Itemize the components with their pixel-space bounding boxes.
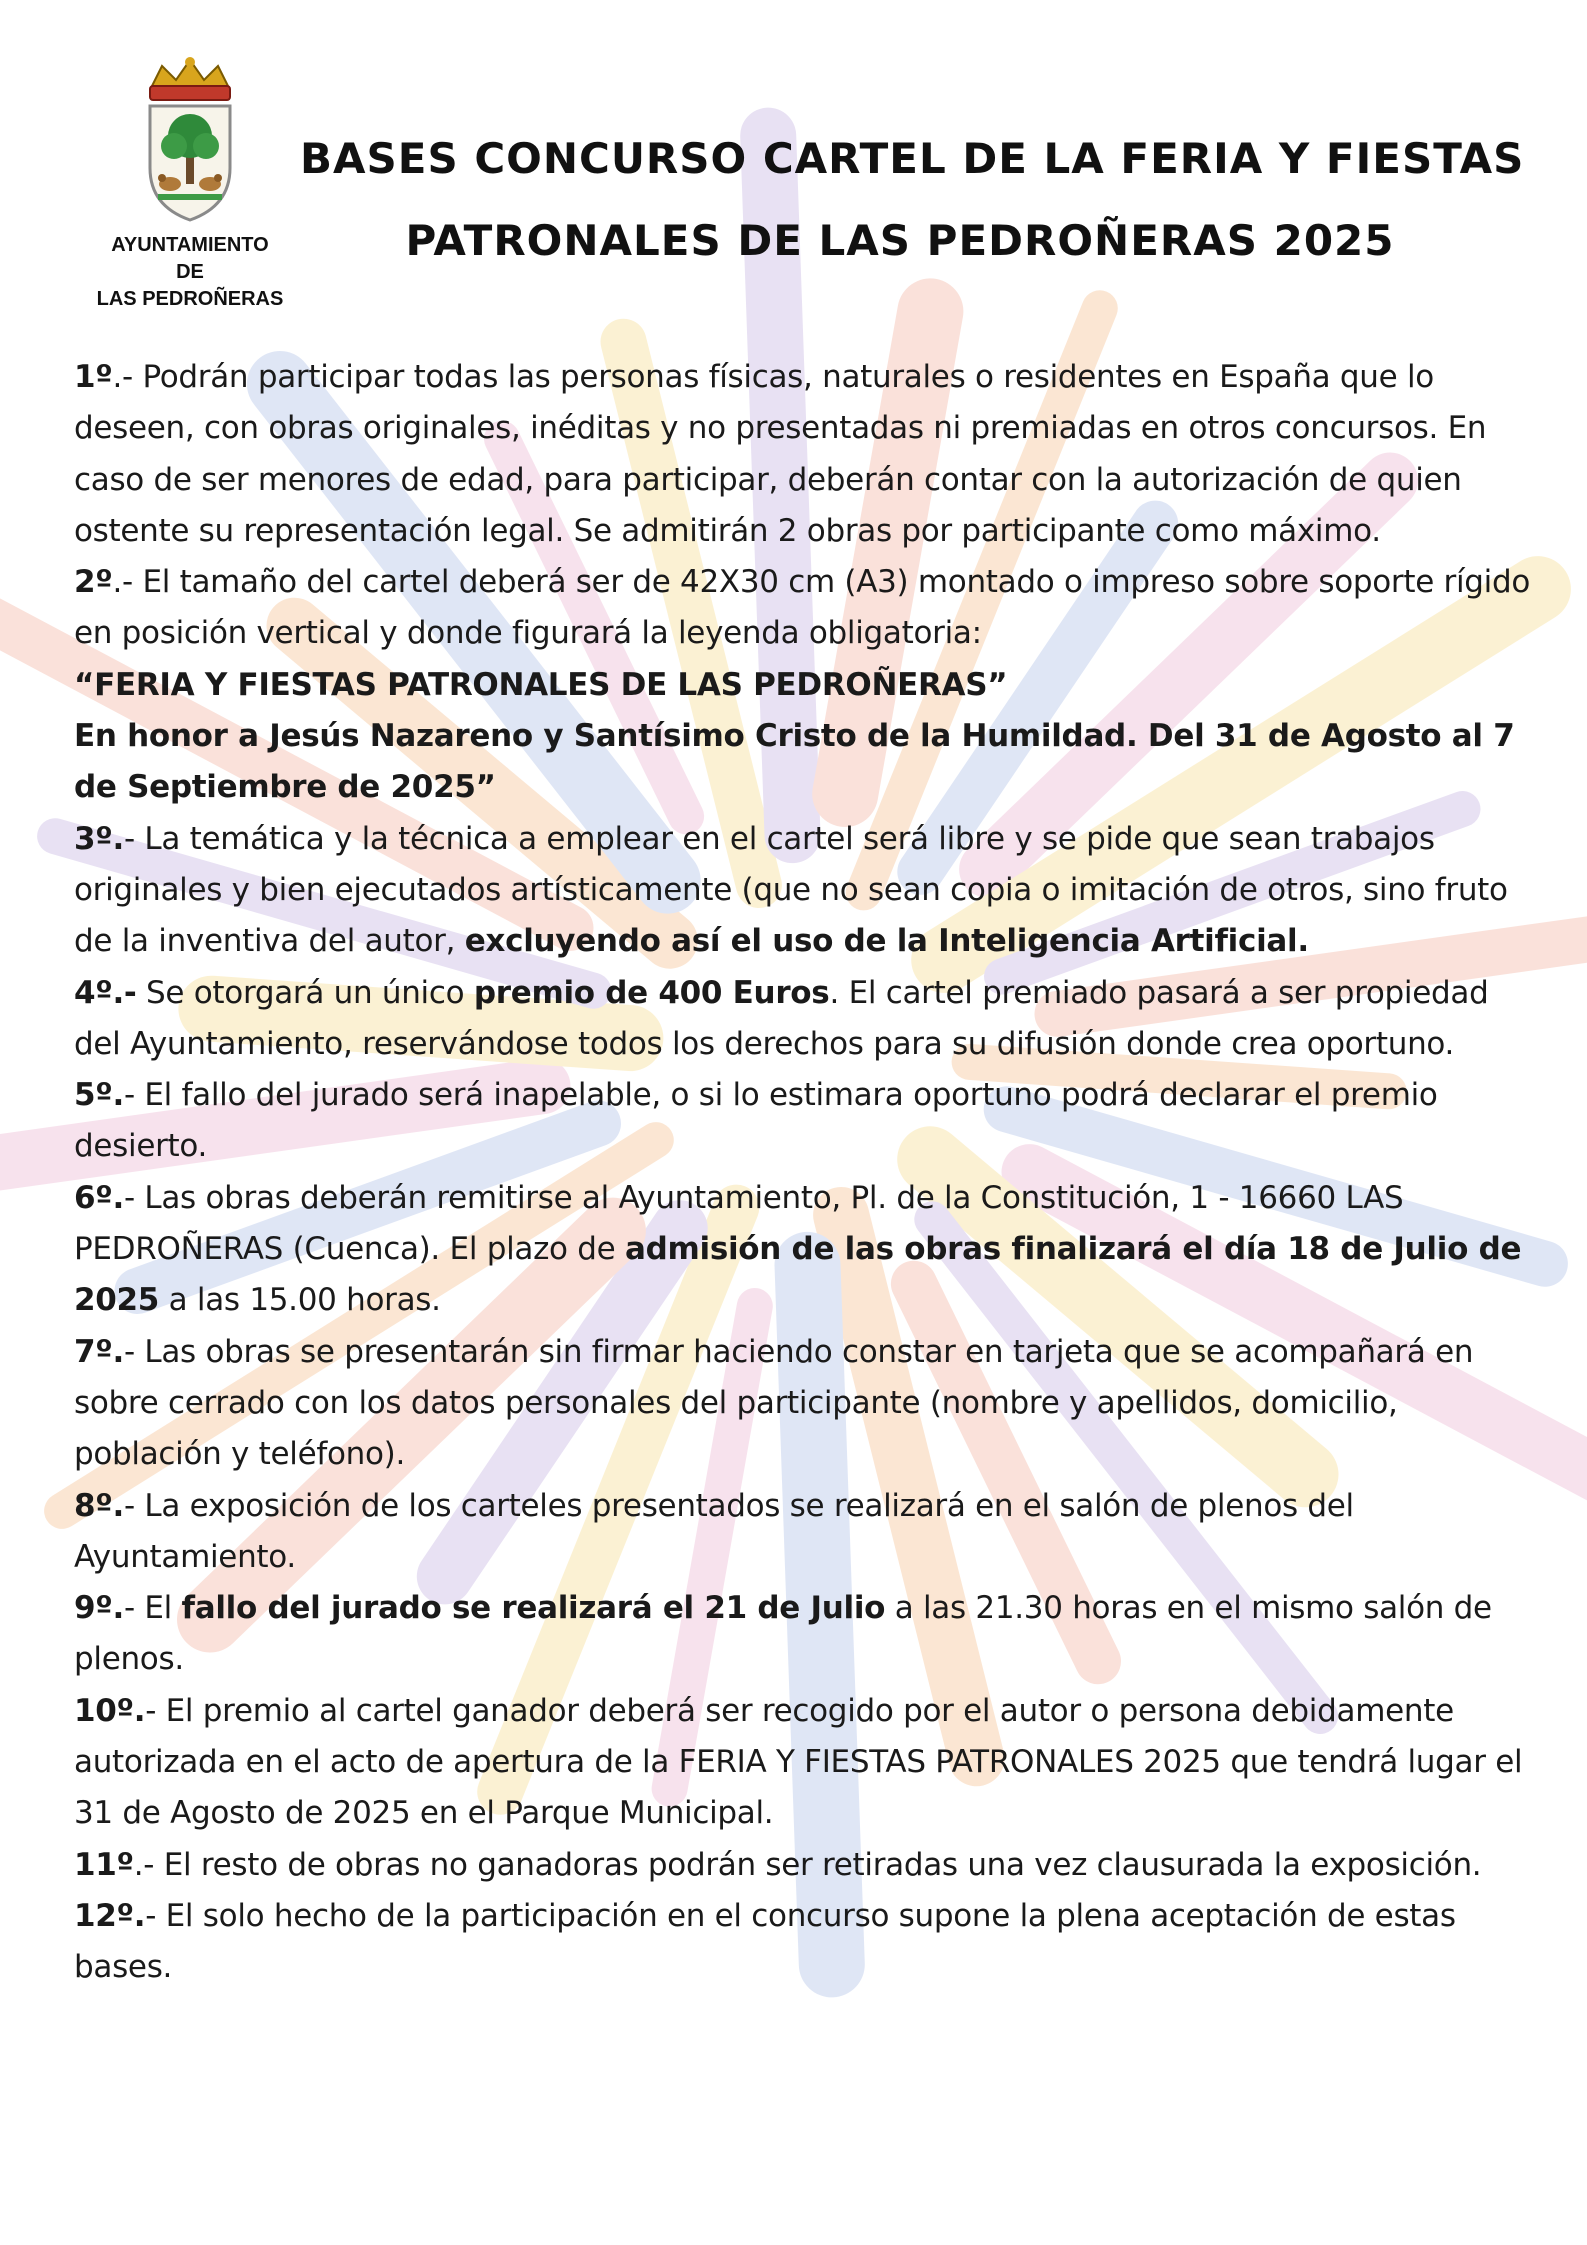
clause-10: [74, 1686, 1544, 1840]
municipal-logo: [70, 56, 310, 316]
clause-8: [74, 1481, 1544, 1584]
deadline: admisión de las obras finalizará el día 18 de Julio de 2025: [74, 1231, 1522, 1319]
clause-9: [74, 1583, 1544, 1686]
clause-text: - La temática y la técnica a emplear en el cartel será libre y se pide que sean trabajos originales y bien ejecutados artísticamente (que no sean copia o imitación de otros, sino fruto de la inventiva del autor,: [74, 820, 1508, 960]
mandatory-slogan-line-1: “FERIA Y FIESTAS PATRONALES DE LAS PEDROÑERAS”: [74, 666, 1008, 703]
clause-number: 8º.: [74, 1487, 124, 1524]
clause-12: [74, 1891, 1544, 1994]
clause-number: 11º: [74, 1846, 134, 1883]
title-line: PATRONALES DE LAS PEDROÑERAS 2025: [405, 216, 1395, 265]
jury-date: fallo del jurado se realizará el 21 de Julio: [181, 1590, 886, 1627]
clause-7: [74, 1327, 1544, 1481]
mandatory-slogan-line-2: En honor a Jesús Nazareno y Santísimo Cristo de la Humildad. Del 31 de Agosto al 7 de Septiembre de 2025”: [74, 718, 1515, 806]
clause-text: - El premio al cartel ganador deberá ser recogido por el autor o persona debidamente autorizada en el acto de apertura de la FERIA Y FIESTAS PATRONALES 2025 que tendrá lugar el 31 de Agosto de 2025 en el Parque Municipal.: [74, 1692, 1523, 1832]
coat-of-arms-icon: [134, 56, 246, 226]
contest-rules: [74, 352, 1544, 1994]
clause-text: - Las obras deberán remitirse al Ayuntamiento, Pl. de la Constitución, 1 - 16660 LAS PEDROÑERAS (Cuenca). El plazo de: [74, 1179, 1404, 1268]
clause-emphasis: excluyendo así el uso de la Inteligencia Artificial.: [464, 923, 1309, 960]
clause-text: - El solo hecho de la participación en el concurso supone la plena aceptación de estas bases.: [74, 1897, 1456, 1986]
clause-number: 1º: [74, 359, 113, 395]
header: [0, 0, 1587, 330]
clause-5: [74, 1070, 1544, 1173]
clause-text: a las 15.00 horas.: [159, 1282, 441, 1319]
clause-number: 9º.: [74, 1590, 124, 1627]
clause-text: Se otorgará un único: [136, 974, 474, 1011]
logo-line: DE: [176, 261, 204, 283]
page-title: [300, 118, 1525, 282]
clause-text: - La exposición de los carteles presentados se realizará en el salón de plenos del Ayuntamiento.: [74, 1487, 1354, 1575]
clause-number: 6º.: [74, 1179, 124, 1216]
clause-text: .- Podrán participar todas las personas físicas, naturales o residentes en España que lo deseen, con obras originales, inéditas y no presentadas ni premiadas en otros concursos. En caso de ser menores de edad, para participar, deberán contar con la autorización de quien ostente su representación legal. Se admitirán 2 obras por participante como máximo.: [74, 359, 1487, 549]
logo-line: LAS PEDROÑERAS: [96, 288, 284, 310]
title-line: BASES CONCURSO CARTEL DE LA FERIA Y FIESTAS: [300, 134, 1525, 183]
clause-number: 10º.: [74, 1692, 146, 1729]
logo-line: AYUNTAMIENTO: [111, 234, 269, 256]
clause-text: - El: [123, 1590, 182, 1627]
municipal-logo-caption: [70, 232, 310, 313]
clause-number: 2º: [74, 564, 113, 601]
clause-number: 7º.: [74, 1333, 124, 1370]
clause-6: [74, 1173, 1544, 1327]
clause-text: - Las obras se presentarán sin firmar haciendo constar en tarjeta que se acompañará en sobre cerrado con los datos personales del participante (nombre y apellidos, domicilio, población y teléfono).: [74, 1333, 1474, 1473]
clause-number: 5º.: [74, 1077, 124, 1114]
clause-3: [74, 814, 1544, 968]
clause-text: a las 21.30 horas en el mismo salón de plenos.: [74, 1590, 1492, 1678]
clause-number: 4º.-: [74, 974, 137, 1011]
clause-number: 12º.: [74, 1897, 146, 1934]
clause-text: . El cartel premiado pasará a ser propiedad del Ayuntamiento, reservándose todos los derechos para su difusión donde crea oportuno.: [74, 974, 1489, 1062]
clause-text: .- El tamaño del cartel deberá ser de 42X30 cm (A3) montado o impreso sobre soporte rígido en posición vertical y donde figurará la leyenda obligatoria:: [74, 564, 1531, 652]
clause-number: 3º.: [74, 820, 124, 857]
clause-4: [74, 968, 1544, 1071]
prize-amount: premio de 400 Euros: [473, 974, 830, 1011]
clause-text: - El fallo del jurado será inapelable, o si lo estimara oportuno podrá declarar el premio desierto.: [74, 1077, 1438, 1165]
clause-2: [74, 557, 1544, 660]
clause-text: .- El resto de obras no ganadoras podrán ser retiradas una vez clausurada la exposición.: [133, 1846, 1482, 1883]
clause-11: [74, 1840, 1544, 1891]
clause-1: [74, 352, 1544, 557]
